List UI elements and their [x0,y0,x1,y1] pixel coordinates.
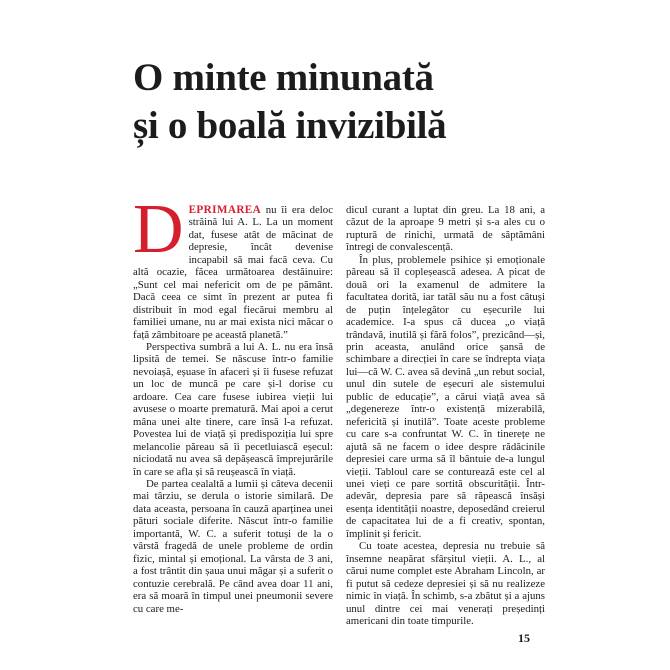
paragraph-text-continuation: dicul curant a luptat din greu. La 18 ani, a căzut de la aproape 9 metri și s-a ales cu o ruptură de rinichi, urmată de săptămâni întregi de convalescență. [346,204,545,254]
paragraph-opening [133,191,333,341]
text-column-left [133,191,333,615]
drop-cap-letter: D [133,191,184,268]
paragraph-text: Perspectiva sumbră a lui A. L. nu era însă lipsită de temei. Se născuse într-o familie nevoiașă, eșuase în afaceri și îi fusese refuzat un loc de muncă pe care și-l dorise cu ardoare. Cea care fusese iubirea vieții lui avusese o moarte prematură. Mai apoi a cerut mâna unei alte tinere, care însă l-a refuzat. Povestea lui de viață și predispoziția lui spre melancolie păreau să îi pecetluiască eșecul: niciodată nu avea să depășească împrejurările în care se afla și să reușească în viață. [133,340,333,478]
text-column-right [346,204,545,627]
paragraph-text: nu îi era deloc străină lui A. L. La un moment dat, fusese atât de măcinat de depresie, încât devenise incapabil să mai facă ceva. Cu altă ocazie, făcea următoarea destăinuire: „Sunt cel mai nefericit om de pe pământ. Dacă ceea ce simt în prezent ar putea fi distribuit în mod egal fiecărui membru al familiei umane, nu ar mai exista nici măcar o față zâmbitoare pe această planetă.” [133,204,333,341]
paragraph-text: Cu toate acestea, depresia nu trebuie să însemne neapărat sfârșitul vieții. A. L., al cărui nume complet este Abraham Lincoln, ar fi putut să cedeze depresiei și să nu realizeze nimic în viață. În schimb, s-a zbătut și a ajuns unul dintre cei mai venerați președinți americani din toate timpurile. [346,540,545,627]
lead-in-smallcaps: EPRIMAREA [188,204,262,216]
chapter-title-line-1: O minte minunată [133,56,434,99]
paragraph-text: De partea cealaltă a lumii și câteva decenii mai târziu, se derula o istorie similară. De data aceasta, persoana în cauză aparținea unei pături sociale diferite. Născut într-o familie importantă, W. C. a suferit totuși de la o vârstă fragedă de unele probleme de ordin fizic, mintal și emoțional. La vârsta de 3 ani, a fost trântit din șaua unui măgar și a suferit o contuzie cerebrală. Pe când avea doar 11 ani, era să moară în timpul unei pneumonii severe cu care me- [133,477,333,615]
page-number: 15 [518,631,530,645]
chapter-title-line-2: și o boală invizibilă [133,104,447,147]
paragraph-text: În plus, problemele psihice și emoționale păreau să îl copleșească adesea. A picat de două ori la examenul de admitere la facultatea dorită, iar tatăl său nu a fost câtuși de puțin înțelegător cu eșecurile lui academice. I-a spus că ducea „o viață trândavă, inutilă și fără folos”, prezicând—și, prin aceasta, anulând orice șansă de schimbare a direcției în care se îndrepta viața lui—că W. C. avea să devină „un rebut social, unul din sutele de eșecuri ale sistemului public de educație”, a cărui viață avea să „degenereze într-o existență mizerabilă, nefericită și inutilă”. Toate aceste probleme cu care s-a confruntat W. C. în tinerețe ne ajută să ne facem o idee despre rădăcinile depresiei care urma să îl bântuie de-a lungul vieții. Tabloul care se conturează este cel al unei vieți ce pare sortită obscurității. Într-adevăr, depresia pare să răpească însăși esența identității noastre, deposedând creierul de capacitatea lui de a fi creativ, spontan, împlinit și fericit. [346,253,545,540]
chapter-title [133,54,446,150]
